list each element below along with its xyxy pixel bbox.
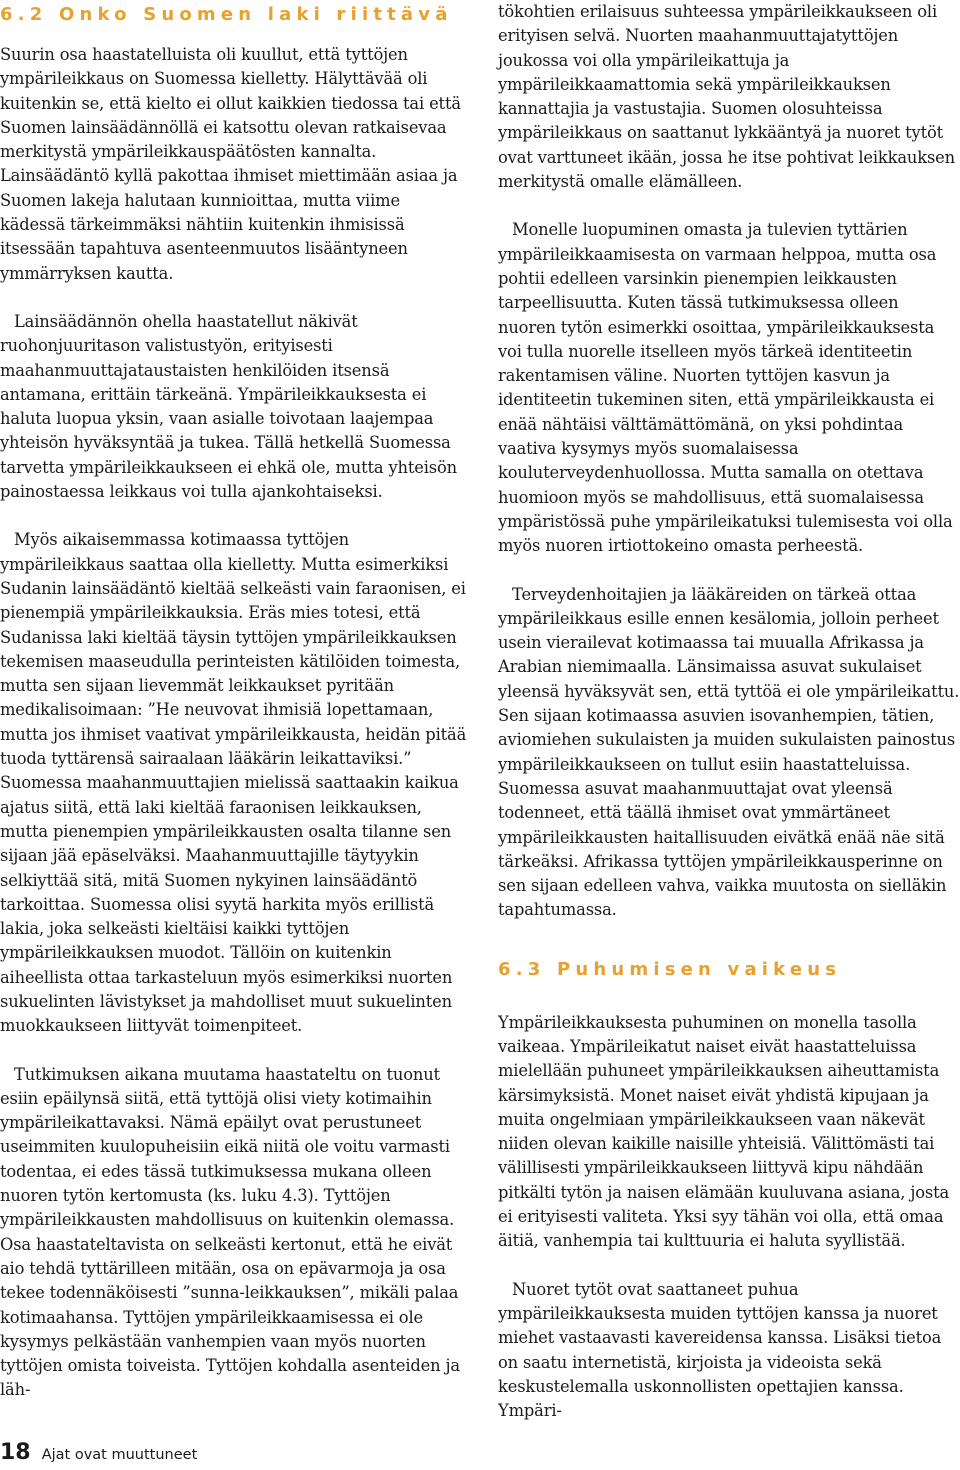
paragraph: Tutkimuksen aikana muutama haastateltu on tuonut esiin epäilynsä siitä, että tyttöjä olisi viety kotimaihin ympärileikattavaksi. Nämä epäilyt ovat perustuneet useimmiten kuulopuheisiin eikä niitä ole voitu varmasti todentaa, ei edes tässä tutkimuksessa mukana olleen nuoren tytön kertomusta (ks. luku 4.3). Tyttöjen ympärileikkausten mahdollisuus on kuitenkin olemassa. Osa haastateltavista on selkeästi kertonut, että he eivät aio tehdä tyttärilleen mitään, osa on epävarmoja ja osa tekee todennäköisesti ”sunna-leikkauksen”, mikäli palaa kotimaahansa. Tyttöjen ympärileikkaamisessa ei ole kysymys pelkästään vanhempien vaan myös nuorten tyttöjen omista toiveista. Tyttöjen kohdalla asenteiden ja läh-	[0, 1064, 460, 1400]
paragraph: Myös aikaisemmassa kotimaassa tyttöjen ympärileikkaus saattaa olla kielletty. Mutta esimerkiksi Sudanin lainsäädäntö kieltää selkeästi vain faraonisen, ei pienempiä ympärileikkauksia. Eräs mies totesi, että Sudanissa laki kieltää täysin tyttöjen ympärileikkauksen tekemisen maaseudulla perinteisten kätilöiden toimesta, mutta sen sijaan lievemmät leikkaukset pyritään medikalisoimaan: ”He neuvovat ihmisiä lopettamaan, mutta jos ihmiset vaativat ympärileikkausta, heidän pitää tuoda tyttärensä sairaalaan lääkärin leikattaviksi.” Suomessa maahanmuuttajien mielissä saattaakin kaikua ajatus siitä, että laki kieltää faraonisen leikkauksen, mutta pienempien ympärileikkausten osalta tilanne sen sijaan jää epäselväksi. Maahanmuuttajille täytyykin selkiyttää sitä, mitä Suomen nykyinen lainsäädäntö tarkoittaa. Suomessa olisi syytä harkita myös erillistä lakia, joka selkeästi kieltäisi kaikki tyttöjen ympärileikkauksen muodot. Tällöin on kuitenkin aiheellista ottaa tarkasteluun myös esimerkiksi nuorten sukuelinten lävistykset ja mahdolliset muut sukuelinten muokkaukseen liittyvät toimenpiteet.	[0, 530, 467, 1036]
paragraph: Ympärileikkauksesta puhuminen on monella tasolla vaikeaa. Ympärileikatut naiset eivät haastatteluissa mielellään puhuneet ympärileikkauksen aiheuttamista kärsimyksistä. Monet naiset eivät yhdistä kipujaan ja muita ongelmiaan ympärileikkaukseen vaan näkevät niiden olevan kaikille naisille yhteisiä. Välittömästi tai välillisesti ympärileikkaukseen liittyvä kipu nähdään pitkälti tytön ja naisen elämään kuuluvana asiana, josta ei erityisesti valiteta. Yksi syy tähän voi olla, että omaa äitiä, vanhempia tai kulttuuria ei haluta syyllistää.	[498, 1012, 950, 1251]
paragraph-continued: tökohtien erilaisuus suhteessa ympärileikkaukseen oli erityisen selvä. Nuorten maahanmuuttajatyttöjen joukossa voi olla ympärileikattuja ja ympärileikkaamattomia sekä ympärileikkauksen kannattajia ja vastustajia. Suomen olosuhteissa ympärileikkaus on saattanut lykkääntyä ja nuoret tytöt ovat varttuneet ikään, jossa he itse pohtivat leikkauksen merkitystä omalle elämälleen.	[498, 2, 955, 192]
right-column	[498, 0, 960, 1423]
publication-title: Ajat ovat muuttuneet	[41, 1447, 198, 1463]
paragraph: Terveydenhoitajien ja lääkäreiden on tärkeä ottaa ympärileikkaus esille ennen kesälomia, jolloin perheet usein vierailevat kotimaassa tai muualla Afrikassa ja Arabian niemimaalla. Länsimaissa asuvat sukulaiset yleensä hyväksyvät sen, että tyttöä ei ole ympärileikattu. Sen sijaan kotimaassa asuvien isovanhempien, tätien, aviomiehen sukulaisten ja muiden sukulaisten painostus ympärileikkaukseen on tullut esiin haastatteluissa. Suomessa asuvat maahanmuuttajat ovat yleensä todenneet, että täällä ihmiset ovat ymmärtäneet ympärileikkausten haitallisuuden eivätkä enää näe sitä tärkeäksi. Afrikassa tyttöjen ympärileikkausperinne on sen sijaan edelleen vahva, vaikka muutosta on sielläkin tapahtumassa.	[498, 584, 960, 920]
paragraph: Lainsäädännön ohella haastatellut näkivät ruohonjuuritason valistustyön, erityisesti maahanmuuttajataustaisten henkilöiden itsensä antamana, erittäin tärkeänä. Ympärileikkauksesta ei haluta luopua yksin, vaan asialle toivotaan laajempaa yhteisön hyväksyntää ja tukea. Tällä hetkellä Suomessa tarvetta ympärileikkaukseen ei ehkä ole, mutta yhteisön painostaessa leikkaus voi tulla ajankohtaiseksi.	[0, 311, 457, 502]
left-column	[0, 0, 468, 1403]
paragraph: Nuoret tytöt ovat saattaneet puhua ympärileikkauksesta muiden tyttöjen kanssa ja nuoret miehet vastaavasti kavereidensa kanssa. Lisäksi tietoa on saatu internetistä, kirjoista ja videoista sekä keskustelemalla uskonnollisten opettajien kanssa. Ympäri-	[498, 1279, 942, 1421]
paragraph: Suurin osa haastatelluista oli kuullut, että tyttöjen ympärileikkaus on Suomessa kielletty. Hälyttävää oli kuitenkin se, että kielto ei ollut kaikkien tiedossa tai että Suomen lainsäädännöllä ei katsottu olevan ratkaisevaa merkitystä ympärileikkauspäätösten kannalta. Lainsäädäntö kyllä pakottaa ihmiset miettimään asiaa ja Suomen lakeja halutaan kunnioittaa, mutta viime kädessä tärkeimmäksi nähtiin kuitenkin ihmisissä itsessään tapahtuva asenteenmuutos lisääntyneen ymmärryksen kautta.	[0, 45, 461, 283]
paragraph: Monelle luopuminen omasta ja tulevien tyttärien ympärileikkaamisesta on varmaan helppoa, mutta osa pohtii edelleen varsinkin pienempien leikkausten tarpeellisuutta. Kuten tässä tutkimuksessa olleen nuoren tytön esimerkki osoittaa, ympärileikkauksesta voi tulla nuorelle itselleen myös tärkeä identiteetin rakentamisen väline. Nuorten tyttöjen kasvun ja identiteetin tukeminen siten, että ympärileikkausta ei enää nähtäisi välttämättömänä, on yksi pohdintaa vaativa kysymys myös suomalaisessa kouluterveydenhuollossa. Mutta samalla on otettava huomioon myös se mahdollisuus, että suomalaisessa ympäristössä puhe ympärileikatuksi tulemisesta voi olla myös nuoren irtiottokeino omasta perheestä.	[498, 220, 953, 556]
section-heading-6-3: 6.3 Puhumisen vaikeus	[498, 958, 842, 980]
page-footer	[0, 1440, 197, 1465]
page-number: 18	[0, 1440, 31, 1465]
section-heading-6-2: 6.2 Onko Suomen laki riittävä	[0, 4, 453, 25]
